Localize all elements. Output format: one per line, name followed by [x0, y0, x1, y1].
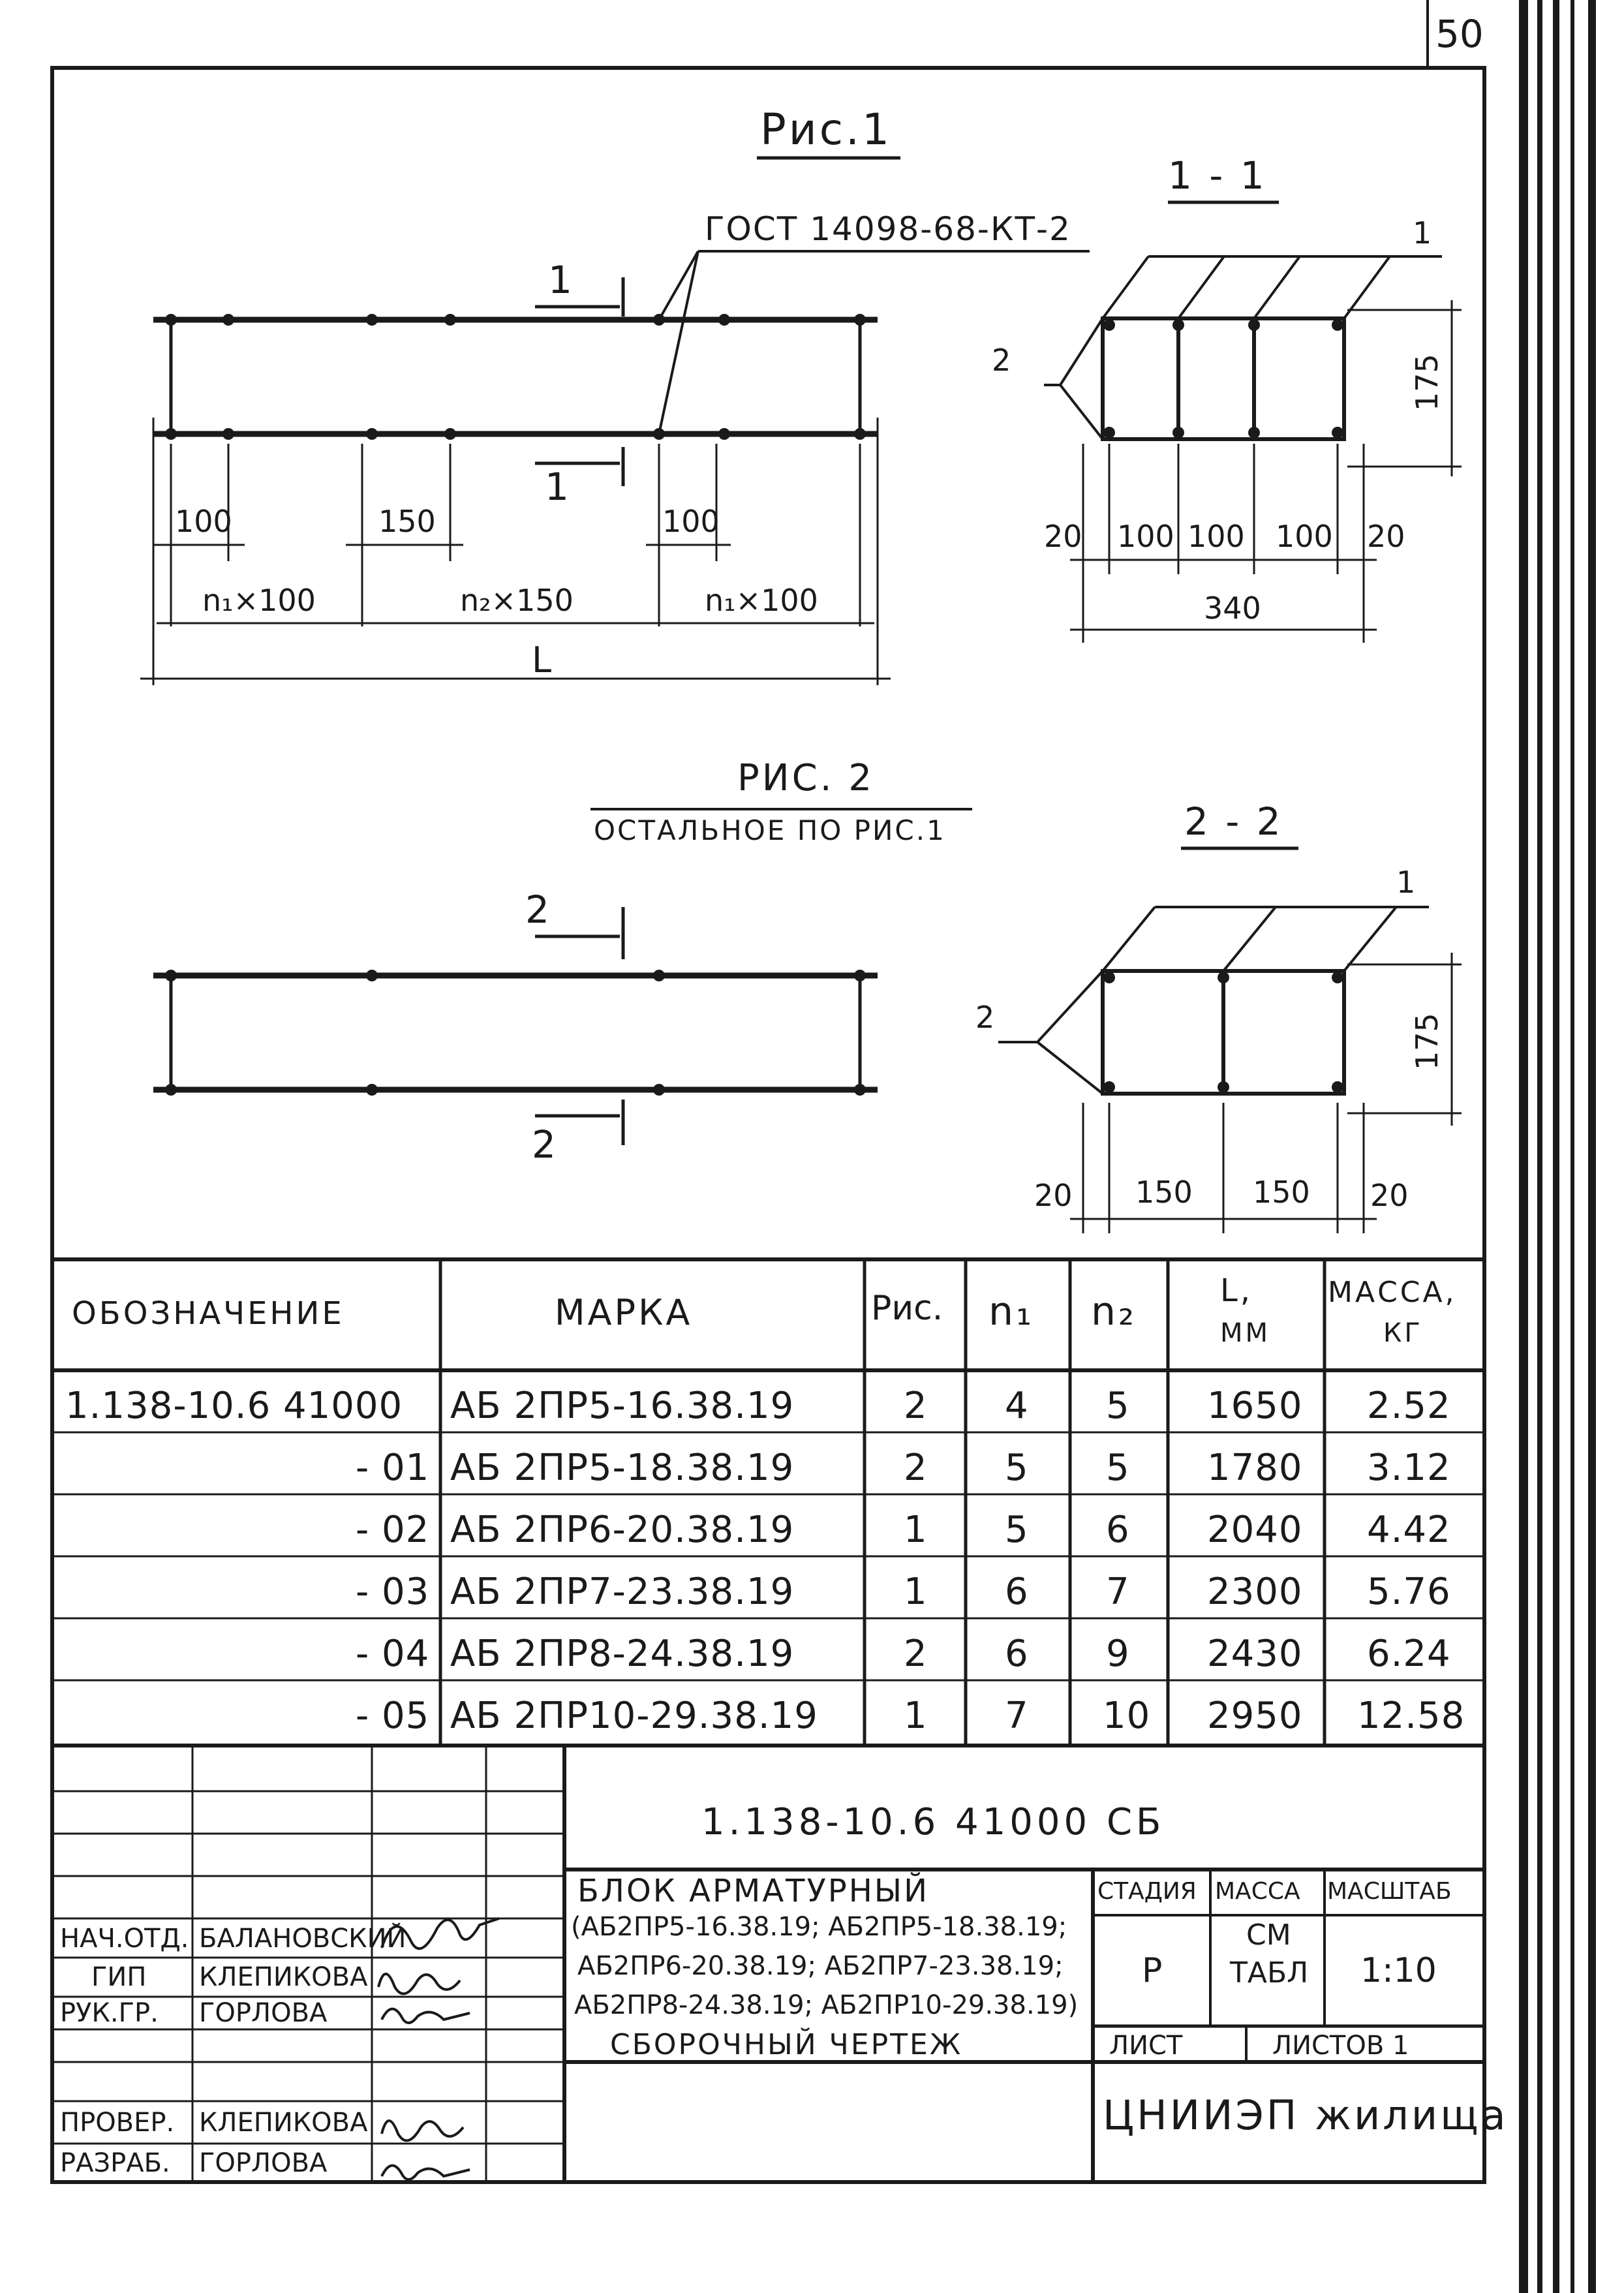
section1-d5: 20: [1367, 519, 1405, 554]
dim-segment-left: n₁×100: [202, 583, 316, 618]
table-row-5-n2: 10: [1103, 1695, 1151, 1737]
section2-pos1: 1: [1396, 865, 1416, 900]
organization: ЦНИИЭП жилища: [1103, 2091, 1509, 2139]
table-row-4-fig: 2: [904, 1633, 928, 1675]
table-row-1-mass: 3.12: [1367, 1447, 1451, 1489]
table-row-5-mass: 12.58: [1357, 1695, 1465, 1737]
header-mass-unit: КГ: [1383, 1318, 1423, 1348]
dim-segment-right: n₁×100: [705, 583, 818, 618]
stage-value: Р: [1142, 1951, 1163, 1990]
section2-d2: 150: [1135, 1175, 1193, 1210]
table-row-3-n2: 7: [1106, 1571, 1130, 1613]
table-row-0-mass: 2.52: [1367, 1385, 1451, 1427]
cut-mark-2-top: 2: [525, 887, 549, 932]
section1-pos1: 1: [1413, 215, 1432, 251]
mass-value-1: СМ: [1246, 1918, 1291, 1952]
table-row-0-n2: 5: [1106, 1385, 1130, 1427]
table-row-3-fig: 1: [904, 1571, 928, 1613]
section2-height: 175: [1409, 1013, 1445, 1070]
table-row-1-n2: 5: [1106, 1447, 1130, 1489]
header-length: L,: [1220, 1272, 1253, 1309]
table-row-2-mass: 4.42: [1367, 1509, 1451, 1551]
table-row-4-n1: 6: [1005, 1633, 1029, 1675]
mass-label: МАССА: [1215, 1878, 1300, 1905]
table-row-5-n1: 7: [1005, 1695, 1029, 1737]
section1-d2: 100: [1117, 519, 1174, 554]
gost-note: ГОСТ 14098-68-КТ-2: [705, 210, 1071, 248]
table-row-3-mark: АБ 2ПР7-23.38.19: [450, 1571, 795, 1613]
table-row-2-fig: 1: [904, 1509, 928, 1551]
staff-name-4: ГОРЛОВА: [199, 2148, 328, 2178]
table-row-1-length: 1780: [1207, 1447, 1303, 1489]
stage-label: СТАДИЯ: [1097, 1878, 1197, 1905]
doc-name-line3: АБ2ПР6-20.38.19; АБ2ПР7-23.38.19;: [577, 1951, 1064, 1981]
table-row-2-n2: 6: [1106, 1509, 1130, 1551]
section2-d1: 20: [1034, 1178, 1073, 1213]
table-row-1-fig: 2: [904, 1447, 928, 1489]
table-row-3-length: 2300: [1207, 1571, 1303, 1613]
sheet-label: ЛИСТ: [1109, 2031, 1183, 2061]
sheets-label: ЛИСТОВ 1: [1272, 2031, 1409, 2061]
table-row-3-designation: - 03: [356, 1571, 430, 1613]
table-row-3-n1: 6: [1005, 1571, 1029, 1613]
table-row-4-mark: АБ 2ПР8-24.38.19: [450, 1633, 795, 1675]
header-n1: n₁: [988, 1289, 1035, 1334]
table-row-4-mass: 6.24: [1367, 1633, 1451, 1675]
staff-role-1: ГИП: [91, 1962, 147, 1992]
section-1-1-label: 1 - 1: [1168, 153, 1267, 198]
section1-pos2: 2: [992, 343, 1011, 378]
table-row-5-fig: 1: [904, 1695, 928, 1737]
table-row-4-length: 2430: [1207, 1633, 1303, 1675]
table-row-0-length: 1650: [1207, 1385, 1303, 1427]
doc-name-line4: АБ2ПР8-24.38.19; АБ2ПР10-29.38.19): [574, 1990, 1079, 2020]
table-row-3-mass: 5.76: [1367, 1571, 1451, 1613]
table-row-2-n1: 5: [1005, 1509, 1029, 1551]
table-row-0-designation: 1.138-10.6 41000: [65, 1385, 403, 1427]
section1-height: 175: [1409, 354, 1445, 411]
document-code: 1.138-10.6 41000 СБ: [701, 1801, 1165, 1843]
section-2-2-label: 2 - 2: [1184, 799, 1283, 844]
table-row-4-n2: 9: [1106, 1633, 1130, 1675]
table-row-1-designation: - 01: [356, 1447, 430, 1489]
doc-name-line2: (АБ2ПР5-16.38.19; АБ2ПР5-18.38.19;: [571, 1912, 1067, 1942]
table-row-1-mark: АБ 2ПР5-18.38.19: [450, 1447, 795, 1489]
table-row-1-n1: 5: [1005, 1447, 1029, 1489]
header-designation: ОБОЗНАЧЕНИЕ: [72, 1295, 345, 1332]
table-row-0-fig: 2: [904, 1385, 928, 1427]
staff-name-0: БАЛАНОВСКИЙ: [199, 1924, 406, 1954]
table-row-5-designation: - 05: [356, 1695, 430, 1737]
staff-name-2: ГОРЛОВА: [199, 1998, 328, 2028]
table-row-2-designation: - 02: [356, 1509, 430, 1551]
staff-name-3: КЛЕПИКОВА: [199, 2108, 368, 2138]
header-mark: МАРКА: [555, 1292, 693, 1333]
staff-role-0: НАЧ.ОТД.: [60, 1924, 189, 1954]
section2-d3: 150: [1253, 1175, 1310, 1210]
doc-name-line5: СБОРОЧНЫЙ ЧЕРТЕЖ: [610, 2028, 963, 2061]
staff-role-2: РУК.ГР.: [60, 1998, 159, 2028]
table-row-0-mark: АБ 2ПР5-16.38.19: [450, 1385, 795, 1427]
scale-value: 1:10: [1360, 1951, 1437, 1990]
doc-name-line1: БЛОК АРМАТУРНЫЙ: [577, 1873, 930, 1909]
header-fig: Рис.: [871, 1289, 943, 1328]
dim-segment-mid: n₂×150: [460, 583, 574, 618]
dim-spacing-right: 100: [662, 504, 720, 539]
dim-length: L: [532, 639, 552, 681]
section1-d4: 100: [1276, 519, 1333, 554]
section1-d1: 20: [1044, 519, 1082, 554]
figure1-title: Рис.1: [760, 104, 892, 155]
section1-d3: 100: [1187, 519, 1245, 554]
figure2-title: РИС. 2: [737, 757, 874, 799]
mass-value-2: ТАБЛ: [1230, 1956, 1309, 1990]
header-n2: n₂: [1091, 1289, 1137, 1334]
staff-role-3: ПРОВЕР.: [60, 2108, 175, 2138]
table-row-5-mark: АБ 2ПР10-29.38.19: [450, 1695, 818, 1737]
table-row-2-length: 2040: [1207, 1509, 1303, 1551]
staff-role-4: РАЗРАБ.: [60, 2148, 170, 2178]
section1-width: 340: [1204, 591, 1261, 626]
figure2-note: ОСТАЛЬНОЕ ПО РИС.1: [594, 814, 946, 846]
table-row-2-mark: АБ 2ПР6-20.38.19: [450, 1509, 795, 1551]
table-row-5-length: 2950: [1207, 1695, 1303, 1737]
sheet-number: 50: [1435, 12, 1484, 56]
section2-d4: 20: [1370, 1178, 1409, 1213]
header-mass: МАССА,: [1328, 1276, 1457, 1309]
scale-label: МАСШТАБ: [1327, 1878, 1452, 1905]
cut-mark-1-bottom: 1: [545, 465, 569, 509]
cut-mark-2-bottom: 2: [532, 1122, 556, 1167]
dim-spacing-left: 100: [175, 504, 232, 539]
table-row-4-designation: - 04: [356, 1633, 430, 1675]
cut-mark-1-top: 1: [548, 258, 572, 302]
staff-name-1: КЛЕПИКОВА: [199, 1962, 368, 1992]
dim-spacing-mid: 150: [378, 504, 436, 539]
table-row-0-n1: 4: [1005, 1385, 1029, 1427]
header-length-unit: ММ: [1220, 1318, 1271, 1348]
section2-pos2: 2: [975, 1000, 995, 1035]
